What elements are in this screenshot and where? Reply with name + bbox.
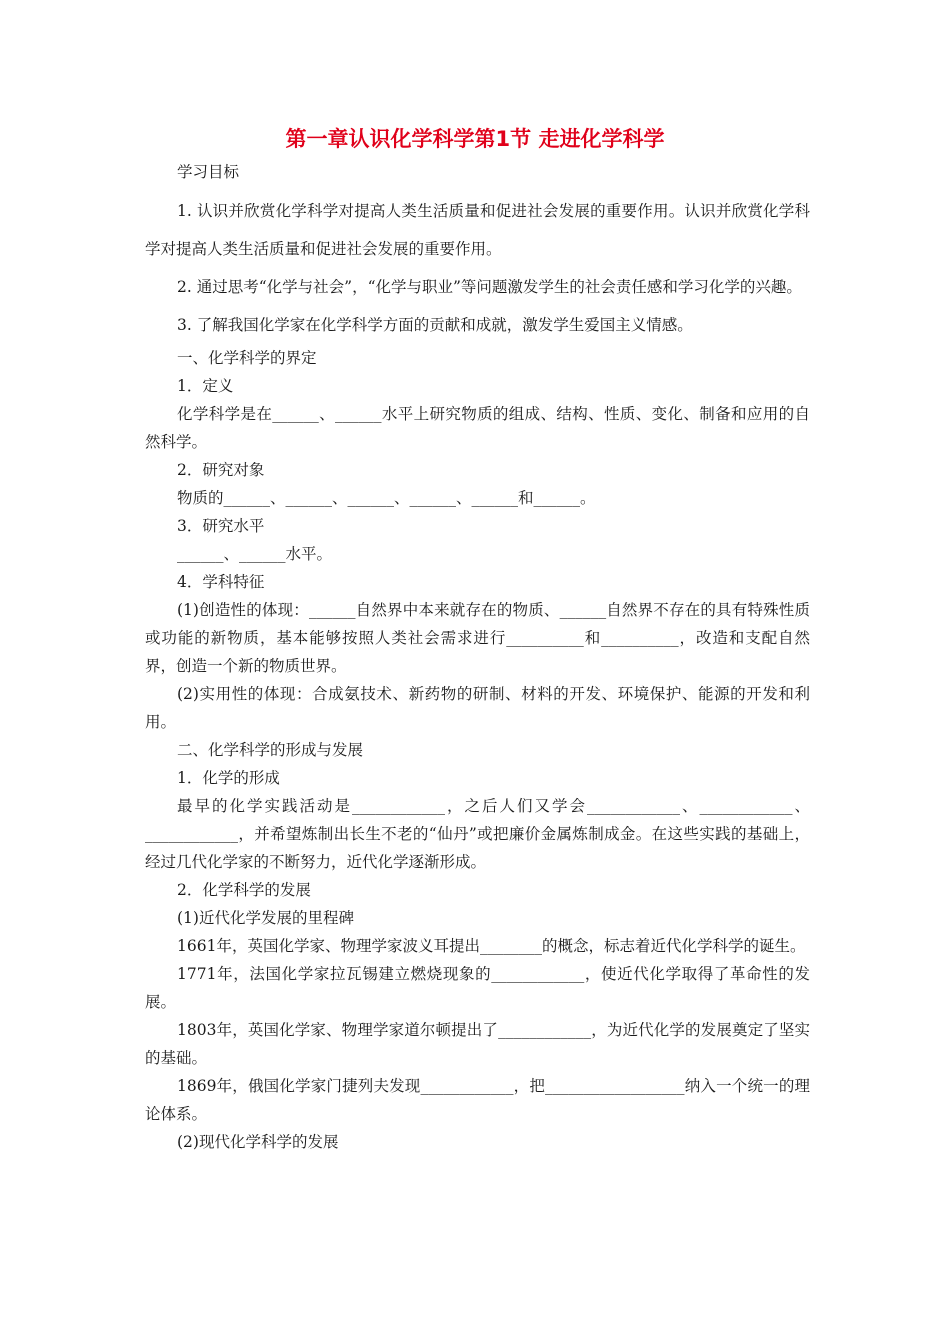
milestone-1661: 1661年，英国化学家、物理学家波义耳提出________的概念，标志着近代化学科学的诞生。 xyxy=(177,937,806,955)
level-text: ______、______水平。 xyxy=(177,545,333,563)
definition-heading: 1．定义 xyxy=(177,377,234,395)
milestone-1869: 1869年，俄国化学家门捷列夫发现____________，把__________________纳入一个统一的理论体系。 xyxy=(145,1077,810,1123)
development-heading: 2．化学科学的发展 xyxy=(177,881,311,899)
formation-heading: 1．化学的形成 xyxy=(177,769,280,787)
level-heading: 3．研究水平 xyxy=(177,517,265,535)
section2-heading: 二、化学科学的形成与发展 xyxy=(177,741,364,759)
goal-item-3: 3. 了解我国化学家在化学科学方面的贡献和成就，激发学生爱国主义情感。 xyxy=(177,316,693,334)
document-body xyxy=(145,158,810,1156)
formation-text: 最早的化学实践活动是____________，之后人们又学会____________、____________、____________，并希望炼制出长生不老的“仙丹”或把廉价金属炼制成金。在这些实践的基础上，经过几代化学家的不断努力，近代化学逐渐形成。 xyxy=(145,797,810,871)
feature-practicality: (2)实用性的体现：合成氨技术、新药物的研制、材料的开发、环境保护、能源的开发和利用。 xyxy=(145,685,810,731)
milestone-1771: 1771年，法国化学家拉瓦锡建立燃烧现象的____________，使近代化学取得了革命性的发展。 xyxy=(145,965,810,1011)
goal-item-2: 2. 通过思考“化学与社会”，“化学与职业”等问题激发学生的社会责任感和学习化学的兴趣。 xyxy=(177,278,802,296)
definition-text: 化学科学是在______、______水平上研究物质的组成、结构、性质、变化、制备和应用的自然科学。 xyxy=(145,405,810,451)
page-title: 第一章认识化学科学第1节 走进化学科学 xyxy=(285,127,665,151)
section1-heading: 一、化学科学的界定 xyxy=(177,349,317,367)
goals-heading: 学习目标 xyxy=(177,163,240,181)
feature-heading: 4．学科特征 xyxy=(177,573,265,591)
milestone-1803: 1803年，英国化学家、物理学家道尔顿提出了____________，为近代化学的发展奠定了坚实的基础。 xyxy=(145,1021,810,1067)
object-heading: 2．研究对象 xyxy=(177,461,265,479)
goal-item-1: 1. 认识并欣赏化学科学对提高人类生活质量和促进社会发展的重要作用。认识并欣赏化学科学对提高人类生活质量和促进社会发展的重要作用。 xyxy=(145,202,810,258)
modern-heading: (2)现代化学科学的发展 xyxy=(177,1133,339,1151)
object-text: 物质的______、______、______、______、______和______。 xyxy=(177,489,596,507)
milestones-heading: (1)近代化学发展的里程碑 xyxy=(177,909,354,927)
feature-creativity: (1)创造性的体现：______自然界中本来就存在的物质、______自然界不存在的具有特殊性质或功能的新物质，基本能够按照人类社会需求进行__________和__________，改造和支配自然界，创造一个新的物质世界。 xyxy=(145,601,810,675)
